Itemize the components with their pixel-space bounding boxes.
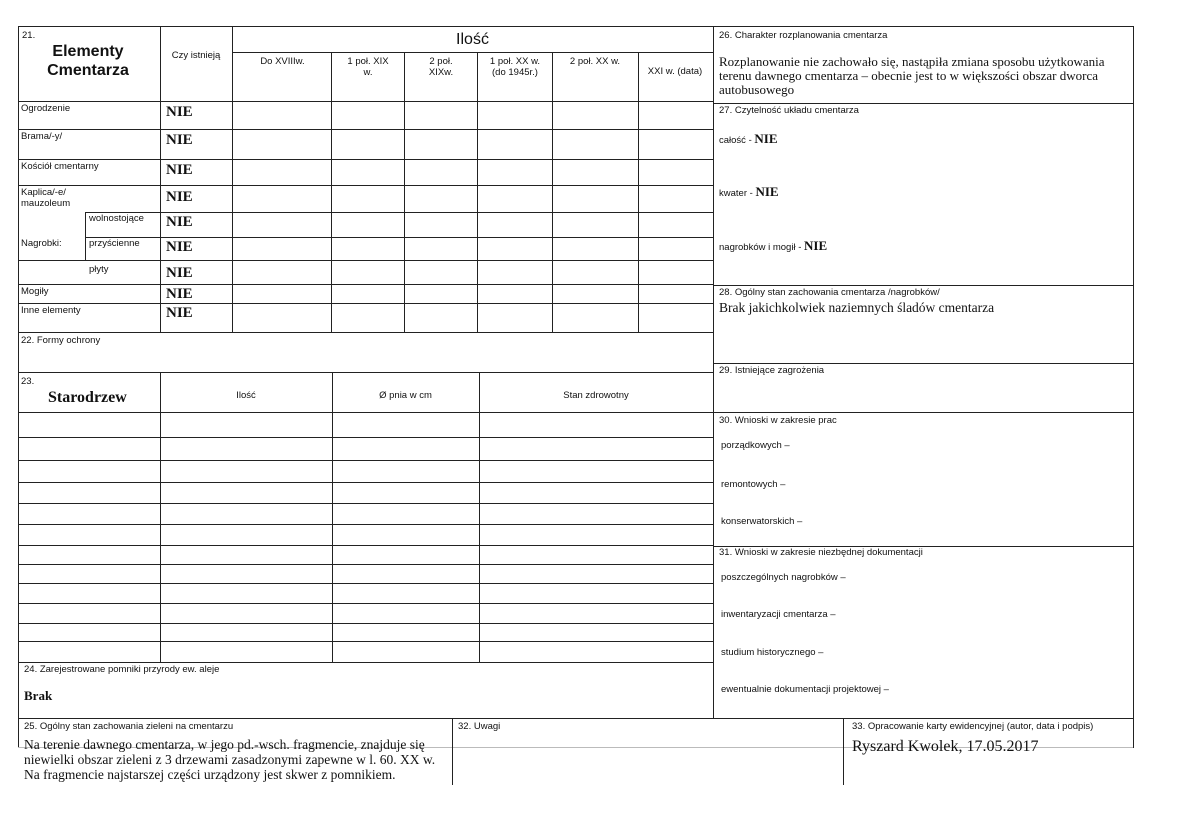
exists-value: NIE: [166, 286, 193, 302]
section-24-value: Brak: [24, 688, 53, 703]
section-32-label: 32. Uwagi: [458, 721, 501, 732]
documentation-item: studium historycznego –: [721, 647, 824, 658]
section-33-value: Ryszard Kwolek, 17.05.2017: [852, 738, 1039, 755]
row-label: Kaplica/-e/ mauzoleum: [21, 187, 71, 209]
period-header: XXI w. (data): [647, 66, 703, 77]
section-23-title: Starodrzew: [48, 389, 127, 406]
section-23-number: 23.: [21, 376, 35, 387]
exists-value: NIE: [166, 189, 193, 205]
section-33-label: 33. Opracowanie karty ewidencyjnej (autor, data i podpis): [852, 721, 1094, 732]
readability-item: nagrobków i mogił - NIE: [719, 238, 828, 253]
period-header: 1 poł. XIX w.: [347, 56, 389, 78]
period-header: 1 poł. XX w. (do 1945r.): [489, 56, 541, 78]
row-label: wolnostojące: [89, 213, 144, 224]
section-31-label: 31. Wnioski w zakresie niezbędnej dokumentacji: [719, 547, 923, 558]
section-28-value: Brak jakichkolwiek naziemnych śladów cmentarza: [719, 300, 995, 315]
section-21-title: Elementy Cmentarza: [47, 43, 129, 79]
period-header: 2 poł. XIXw.: [428, 56, 454, 78]
row-label: Kościół cmentarny: [21, 161, 99, 172]
trunk-diameter-header: Ø pnia w cm: [379, 390, 432, 401]
works-item: remontowych –: [721, 479, 786, 490]
documentation-item: ewentualnie dokumentacji projektowej –: [721, 684, 889, 695]
trees-quantity-header: Ilość: [236, 390, 256, 401]
exists-value: NIE: [166, 214, 193, 230]
readability-item: kwater - NIE: [719, 184, 779, 199]
exists-value: NIE: [166, 265, 193, 281]
period-header: Do XVIIIw.: [260, 56, 305, 67]
exists-value: NIE: [166, 162, 193, 178]
row-label: Brama/-y/: [21, 131, 63, 142]
exists-column-header: Czy istnieją: [171, 50, 221, 61]
section-21-number: 21.: [22, 30, 36, 41]
documentation-item: poszczególnych nagrobków –: [721, 572, 846, 583]
section-25-text: Na terenie dawnego cmentarza, w jego pd.-wsch. fragmencie, znajduje się niewielki obszar zieleni z 3 drzewami zasadzonymi zapewne w l. 60. XX w. Na fragmencie najstarszej części urządzony jest skwer z pomnikiem.: [24, 737, 436, 782]
exists-value: NIE: [166, 104, 193, 120]
section-27-label: 27. Czytelność układu cmentarza: [719, 105, 859, 116]
nagrobki-label: Nagrobki:: [21, 238, 62, 249]
row-label: płyty: [89, 264, 109, 275]
section-30-label: 30. Wnioski w zakresie prac: [719, 415, 837, 426]
row-label: Mogiły: [21, 286, 49, 297]
exists-value: NIE: [166, 132, 193, 148]
exists-value: NIE: [166, 305, 193, 321]
exists-value: NIE: [166, 239, 193, 255]
period-header: 2 poł. XX w.: [569, 56, 621, 67]
readability-item: całość - NIE: [719, 131, 778, 146]
row-label: przyścienne: [89, 238, 140, 249]
works-item: konserwatorskich –: [721, 516, 803, 527]
works-item: porządkowych –: [721, 440, 790, 451]
row-label: Inne elementy: [21, 305, 81, 316]
section-29-label: 29. Istniejące zagrożenia: [719, 365, 825, 376]
documentation-item: inwentaryzacji cmentarza –: [721, 609, 836, 620]
section-26-text: Rozplanowanie nie zachowało się, nastąpiła zmiana sposobu użytkowania terenu dawnego cmentarza – obecnie jest to w większości obszar dworca autobusowego: [719, 54, 1105, 97]
section-25-label: 25. Ogólny stan zachowania zieleni na cmentarzu: [24, 721, 234, 732]
section-24-label: 24. Zarejestrowane pomniki przyrody ew. aleje: [24, 664, 220, 675]
section-26-label: 26. Charakter rozplanowania cmentarza: [719, 30, 888, 41]
health-header: Stan zdrowotny: [563, 390, 629, 401]
section-22-label: 22. Formy ochrony: [21, 335, 101, 346]
quantity-header: Ilość: [456, 31, 489, 48]
row-label: Ogrodzenie: [21, 103, 71, 114]
section-28-label: 28. Ogólny stan zachowania cmentarza /nagrobków/: [719, 287, 940, 298]
